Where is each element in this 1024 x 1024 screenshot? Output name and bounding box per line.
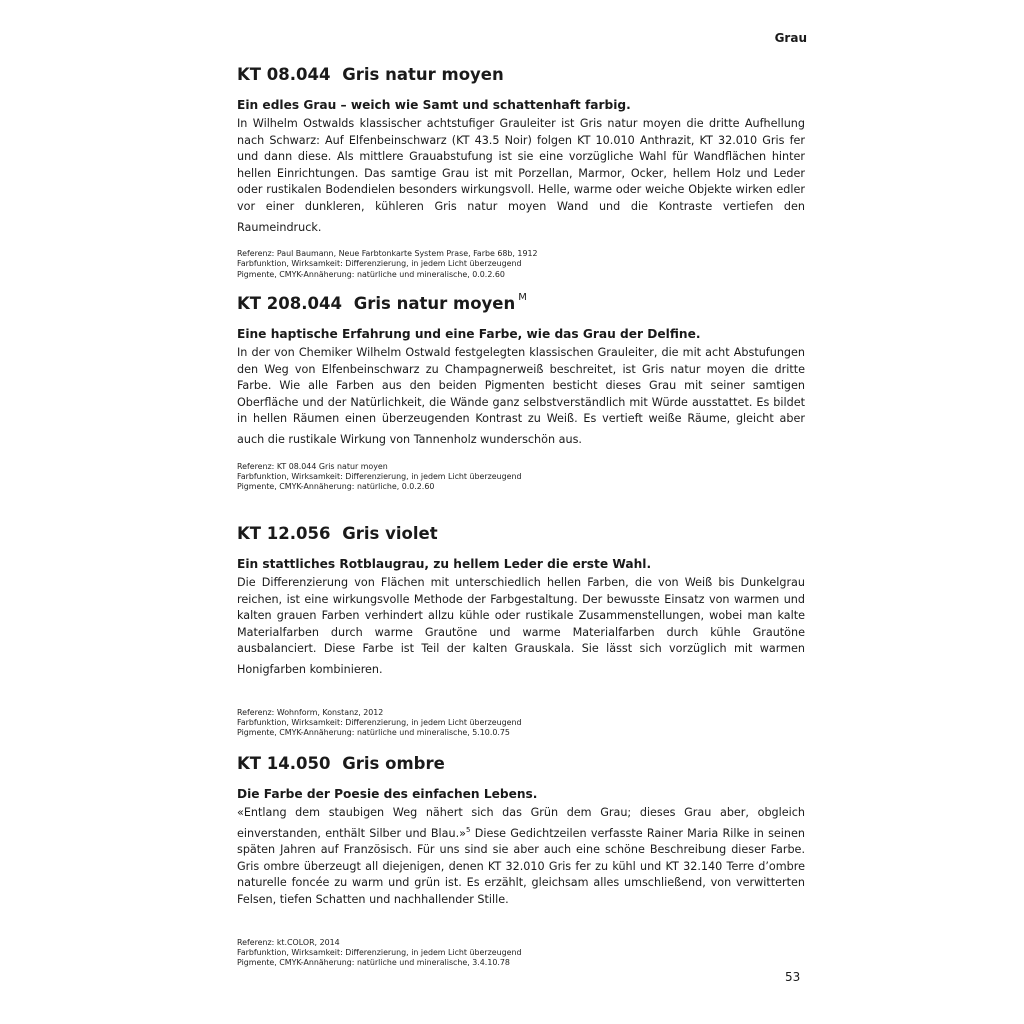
color-code: KT 14.050 bbox=[237, 754, 331, 773]
pigment-line: Pigmente, CMYK-Annäherung: natürliche, 0.0.2.60 bbox=[237, 481, 435, 491]
entry-subtitle: Ein edles Grau – weich wie Samt und schattenhaft farbig. bbox=[237, 98, 631, 112]
entry-body-text: In Wilhelm Ostwalds klassischer achtstufiger Grauleiter ist Gris natur moyen die dritte Aufhellung nach Schwarz: Auf Elfenbeinschwarz (KT 43.5 Noir) folgen KT 10.010 Anthrazit, KT 32.010 Gris fer und dann diese. Als mittlere Grauabstufung ist sie eine vorzügliche Wahl für Wandflächen hinter hellen Einrichtungen. Das samtige Grau ist mit Porzellan, Marmor, Ocker, hellem Holz und Leder oder rustikalen Bodendielen besonders wirkungsvoll. Helle, warme oder weiche Objekte wirken edler vor einer dunkleren, kühleren Gris natur moyen Wand und die Kontraste vertiefen den Raumeindruck. bbox=[237, 117, 805, 234]
entry-title bbox=[237, 522, 805, 543]
entry-body bbox=[237, 345, 805, 449]
color-code: KT 208.044 bbox=[237, 294, 342, 313]
reference-line: Referenz: KT 08.044 Gris natur moyen bbox=[237, 461, 388, 471]
reference-line: Referenz: Wohnform, Konstanz, 2012 bbox=[237, 707, 384, 717]
color-entry bbox=[237, 752, 805, 968]
reference-line: Referenz: Paul Baumann, Neue Farbtonkarte System Prase, Farbe 68b, 1912 bbox=[237, 249, 538, 259]
function-line: Farbfunktion, Wirksamkeit: Differenzierung, in jedem Licht überzeugend bbox=[237, 717, 522, 727]
entry-references bbox=[237, 462, 805, 493]
entry-subtitle: Eine haptische Erfahrung und eine Farbe, wie das Grau der Delfine. bbox=[237, 327, 701, 341]
entry-body-text-continued: Diese Gedichtzeilen verfasste Rainer Maria Rilke in seinen späten Jahren auf Französisch. Für uns sind sie aber auch eine schöne Beschreibung dieser Farbe. Gris ombre überzeugt all diejenigen, denen KT 32.010 Gris fer zu kühl und KT 32.140 Terre d’ombre naturelle foncée zu warm und grün ist. Es erzählt, gleichsam alles umschließend, von verwitterten Felsen, tiefen Schatten und nachhallender Stille. bbox=[237, 826, 805, 906]
page-number: 53 bbox=[785, 970, 801, 984]
section-header: Grau bbox=[774, 31, 807, 45]
color-name: Gris ombre bbox=[342, 754, 445, 773]
color-code: KT 08.044 bbox=[237, 65, 331, 84]
entry-body-text: Die Differenzierung von Flächen mit unterschiedlich hellen Farben, die von Weiß bis Dunkelgrau reichen, ist eine wirkungsvolle Methode der Farbgestaltung. Der bewusste Einsatz von warmen und kalten grauen Farben verhindert allzu kühle oder rustikale Zusammenstellungen, wobei man kalte Materialfarben durch warme Grautöne und warme Materialfarben durch kühle Grautöne ausbalanciert. Diese Farbe ist Teil der kalten Grauskala. Sie lässt sich vorzüglich mit warmen Honigfarben kombinieren. bbox=[237, 576, 805, 676]
pigment-line: Pigmente, CMYK-Annäherung: natürliche und mineralische, 5.10.0.75 bbox=[237, 727, 510, 737]
reference-line: Referenz: kt.COLOR, 2014 bbox=[237, 937, 340, 947]
entry-title bbox=[237, 63, 805, 84]
entry-references bbox=[237, 938, 805, 969]
color-superscript: M bbox=[518, 292, 527, 303]
pigment-line: Pigmente, CMYK-Annäherung: natürliche und mineralische, 3.4.10.78 bbox=[237, 957, 510, 967]
entry-subtitle: Die Farbe der Poesie des einfachen Lebens. bbox=[237, 787, 538, 801]
color-entry bbox=[237, 522, 805, 738]
entry-references bbox=[237, 249, 805, 280]
entry-body bbox=[237, 575, 805, 679]
function-line: Farbfunktion, Wirksamkeit: Differenzierung, in jedem Licht überzeugend bbox=[237, 259, 522, 269]
entry-body-text: In der von Chemiker Wilhelm Ostwald festgelegten klassischen Grauleiter, die mit acht Abstufungen den Weg von Elfenbeinschwarz zu Champagnerweiß beschreitet, ist Gris natur moyen die dritte Farbe. Wie alle Farben aus den beiden Pigmenten besticht dieses Grau mit seiner samtigen Oberfläche und der Natürlichkeit, die Wände ganz selbstverständlich mit Würde ausstattet. Es bildet in hellen Räumen einen überzeugenden Kontrast zu Weiß. Es vertieft weiße Räume, gleicht aber auch die rustikale Wirkung von Tannenholz wunderschön aus. bbox=[237, 346, 805, 446]
function-line: Farbfunktion, Wirksamkeit: Differenzierung, in jedem Licht überzeugend bbox=[237, 947, 522, 957]
color-entry bbox=[237, 63, 805, 280]
entry-title bbox=[237, 752, 805, 773]
color-code: KT 12.056 bbox=[237, 524, 331, 543]
entry-references bbox=[237, 708, 805, 739]
color-name: Gris natur moyen bbox=[353, 294, 516, 313]
color-entry bbox=[237, 292, 805, 492]
function-line: Farbfunktion, Wirksamkeit: Differenzierung, in jedem Licht überzeugend bbox=[237, 471, 522, 481]
entry-subtitle: Ein stattliches Rotblaugrau, zu hellem Leder die erste Wahl. bbox=[237, 557, 652, 571]
color-name: Gris violet bbox=[342, 524, 438, 543]
entry-body bbox=[237, 116, 805, 236]
color-name: Gris natur moyen bbox=[342, 65, 504, 84]
entry-body bbox=[237, 805, 805, 909]
entry-title bbox=[237, 292, 805, 313]
pigment-line: Pigmente, CMYK-Annäherung: natürliche und mineralische, 0.0.2.60 bbox=[237, 269, 505, 279]
footnote-marker: 5 bbox=[466, 825, 471, 834]
entry-body-text: «Entlang dem staubigen Weg nähert sich das Grün dem Grau; dieses Grau aber, obgleich einverstanden, enthält Silber und Blau.» bbox=[237, 806, 805, 840]
